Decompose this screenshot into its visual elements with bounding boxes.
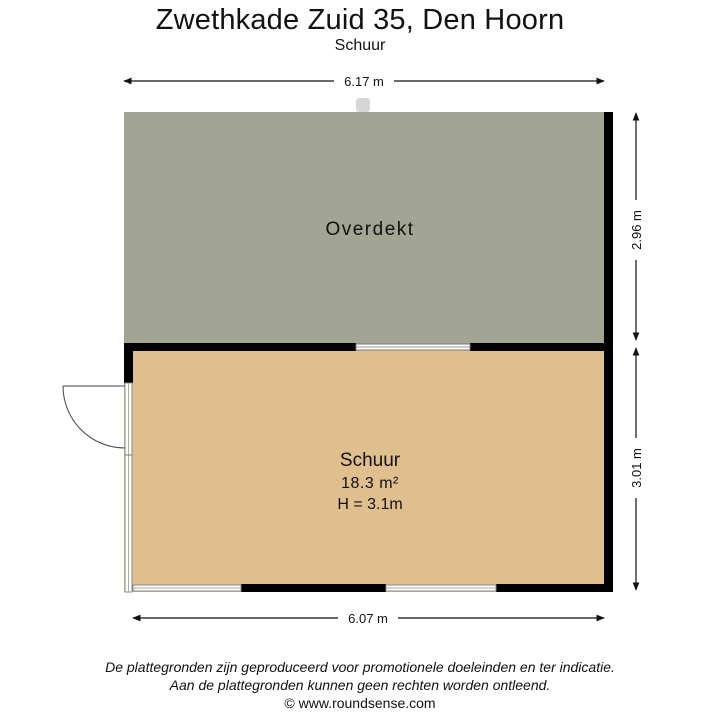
dimension-bottom-label: 6.07 m [348,611,388,626]
door-swing [63,386,125,448]
wall-covered-right [604,112,613,346]
window-bottom-right [386,585,496,591]
window-left [125,383,132,592]
dimension-right-lower-label: 3.01 m [629,448,644,488]
window-bottom-left [133,585,241,591]
disclaimer-line-1: De plattegronden zijn geproduceerd voor promotionele doeleinden en ter indicatie. [105,659,615,675]
room-shed-label: Schuur [339,450,401,471]
dimension-right-upper-label: 2.96 m [629,210,644,250]
ceiling-marker [356,98,370,112]
room-shed-height: H = 3.1m [337,496,403,513]
page-subtitle: Schuur [334,37,386,54]
dimension-bottom-width [133,609,604,627]
room-shed-area: 18.3 m² [341,475,399,492]
dimension-top-width [124,72,604,90]
copyright-link[interactable]: © www.roundsense.com [284,695,436,711]
window-top [356,344,470,350]
dimension-right-upper [627,113,645,340]
disclaimer [0,658,720,712]
disclaimer-line-2: Aan de plattegronden kunnen geen rechten worden ontleend. [169,677,551,693]
dimension-top-label: 6.17 m [344,74,384,89]
dimension-right-lower [627,348,645,590]
page-title: Zwethkade Zuid 35, Den Hoorn [155,4,565,36]
room-covered-label: Overdekt [325,219,415,240]
